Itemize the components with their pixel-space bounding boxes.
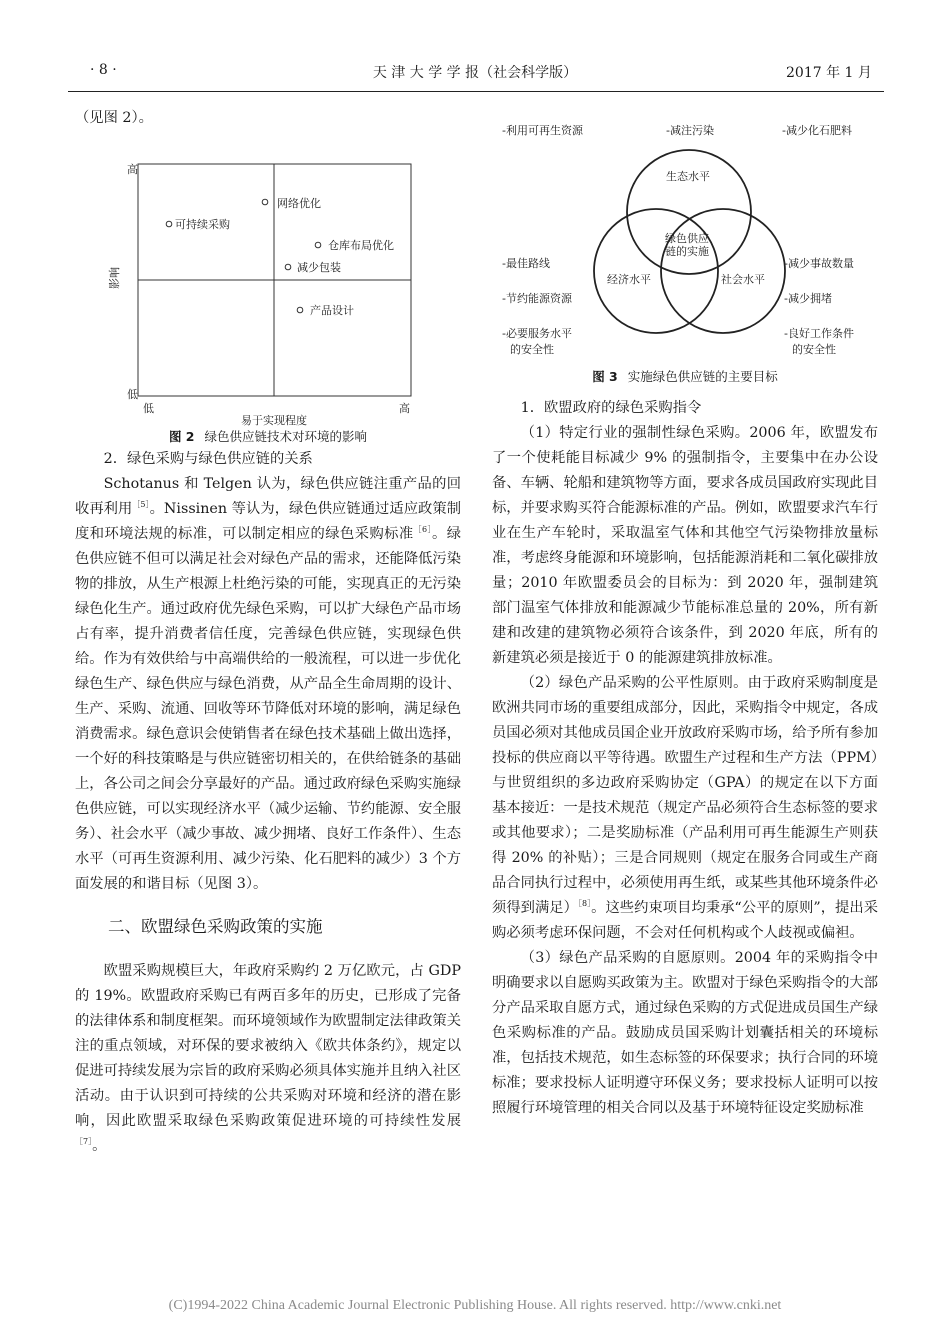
figure-3-number: 图 3 <box>592 369 618 384</box>
circle-economic-label: 经济水平 <box>607 273 651 286</box>
point-product-design <box>297 307 303 313</box>
figure-3-diagram <box>492 114 878 376</box>
figure-2-title: 绿色供应链技术对环境的影响 <box>204 429 368 444</box>
y-axis-label: 影响 <box>108 267 121 289</box>
label-service-level-1: -必要服务水平 <box>502 327 572 340</box>
figure-2 <box>75 131 461 447</box>
point-label-network-optimization: 网络优化 <box>277 197 321 210</box>
intro-line: （见图 2）。 <box>75 110 153 126</box>
right-column <box>492 114 878 1121</box>
point-label-sustainable-procurement: 可持续采购 <box>175 218 230 231</box>
right-paragraph-3: （3）绿色产品采购的自愿原则。2004 年的采购指令中明确要求以自愿购买政策为主。欧盟对于绿色采购指令的大部分产品采取自愿方式，通过绿色采购的方式促进成员国生产绿色采购标准的产品。鼓励成员国采购计划囊括相关的环境标准，包括技术规范，如生态标签的环保要求；执行合同的环境标准；要求投标人证明遵守环保义务；要求投标人证明可以按照履行环境管理的相关合同以及基于环境特征设定奖励标准 <box>492 950 879 1116</box>
right-paragraph-2a: （2）绿色产品采购的公平性原则。由于政府采购制度是欧洲共同市场的重要组成部分，因此，采购指令中规定，各成员国必须对其他成员国企业开放政府采购市场，给予所有参加投标的供应商以平等待遇。欧盟生产过程和生产方法（PPM）与世贸组织的多边政府采购协定（GPA）的规定在以下方面基本接近：一是技术规范（规定产品必须符合生态标签的要求或其他要求）；二是奖励标准（产品利用可再生能源生产则获得 20% 的补贴）；三是合同规则（规定在服务合同或生产商品合同执行过程中，必须使用再生纸，或某些其他环境条件必须得到满足） <box>492 675 879 916</box>
label-working-conditions-2: 的安全性 <box>792 343 836 356</box>
citation-8: ［8］ <box>577 899 592 909</box>
point-sustainable-procurement <box>166 221 172 227</box>
point-label-reduce-packaging: 减少包装 <box>297 261 341 274</box>
y-high-label: 高 <box>127 163 138 176</box>
figure-3-title: 实施绿色供应链的主要目标 <box>627 369 778 384</box>
issue-date: 2017 年 1 月 <box>786 65 872 81</box>
header-rule <box>68 91 884 92</box>
circle-social-label: 社会水平 <box>721 273 765 286</box>
label-reduce-pollution: -减注污染 <box>666 124 714 137</box>
point-reduce-packaging <box>285 264 291 270</box>
citation-5: ［5］ <box>132 500 150 510</box>
left-paragraph-1b: 。Nissinen 等认为，绿色供应链通过适应政策制度和环境法规的标准，可以制定相应的绿色采购标准 <box>75 501 462 542</box>
left-paragraph-1a: Schotanus 和 Telgen 认为，绿色供应链注重产品的回收再利用 <box>75 476 461 517</box>
left-heading-2: 2．绿色采购与绿色供应链的关系 <box>103 451 313 467</box>
center-label-line2: 链的实施 <box>665 245 709 258</box>
right-paragraph-1: （1）特定行业的强制性绿色采购。2006 年，欧盟发布了一个使耗能目标减少 9% 的强制指令，主要集中在办公设备、车辆、轮船和建筑物等方面，要求各成员国政府实现此目标，并要求购买符合能源标准的产品。例如，欧盟要求汽车行业在生产车轮时，采取温室气体和其他空气污染物排放量标准，考虑终身能源和环境影响，包括能源消耗和二氧化碳排放量；2010 年欧盟委员会的目标为：到 2020 年，强制建筑部门温室气体排放和能源减少节能标准总量的 20%，所有新建和改建的建筑物必须符合该条件，到 2020 年底，所有的新建筑必须是接近于 0 的能源建筑排放标准。 <box>492 425 879 666</box>
label-service-level-2: 的安全性 <box>510 343 554 356</box>
section-title: 二、欧盟绿色采购政策的实施 <box>108 917 323 936</box>
circle-ecological-label: 生态水平 <box>666 170 710 183</box>
center-label-line1: 绿色供应 <box>665 232 709 245</box>
label-save-energy: -节约能源资源 <box>502 292 572 305</box>
right-paragraph-2b: 。这些约束项目均秉承“公平的原则”，提出采购必须考虑环保问题，不会对任何机构或个人歧视或偏袒。 <box>492 900 879 941</box>
label-reduce-accidents: -减少事故数量 <box>784 257 854 270</box>
label-best-route: -最佳路线 <box>502 257 550 270</box>
circle-economic <box>594 209 718 333</box>
y-low-label: 低 <box>127 388 138 401</box>
citation-6: ［6］ <box>413 525 432 535</box>
figure-2-chart <box>75 131 461 427</box>
copyright-footer: (C)1994-2022 China Academic Journal Electronic Publishing House. All rights reserved. http://www.cnki.net <box>168 1298 782 1313</box>
label-renewable-resources: -利用可再生资源 <box>502 124 583 137</box>
point-label-warehouse-layout: 仓库布局优化 <box>328 239 394 252</box>
figure-2-caption <box>75 429 461 445</box>
label-working-conditions-1: -良好工作条件 <box>784 327 854 340</box>
left-paragraph-2 <box>75 959 461 1159</box>
figure-2-number: 图 2 <box>168 429 195 444</box>
page-number: · 8 · <box>90 62 117 78</box>
right-heading-1: 1．欧盟政府的绿色采购指令 <box>520 400 702 416</box>
journal-title: 天 津 大 学 学 报（社会科学版） <box>372 65 578 81</box>
label-reduce-congestion: -减少拥堵 <box>784 292 832 305</box>
point-label-product-design: 产品设计 <box>310 304 354 317</box>
left-paragraph-2b: 。 <box>92 1138 107 1154</box>
figure-3-caption <box>492 369 878 385</box>
point-warehouse-layout <box>315 242 321 248</box>
figure-3 <box>492 114 878 396</box>
left-paragraph-1c: 。绿色供应链不但可以满足社会对绿色产品的需求，还能降低污染物的排放，从生产根源上杜绝污染的可能，实现真正的无污染绿色化生产。通过政府优先绿色采购，可以扩大绿色产品市场占有率，提升消费者信任度，完善绿色供应链，实现绿色供给。作为有效供给与中高端供给的一般流程，可以进一步优化绿色生产、绿色供应与绿色消费，从产品全生命周期的设计、生产、采购、流通、回收等环节降低对环境的影响，满足绿色消费需求。绿色意识会使销售者在绿色技术基础上做出选择，一个好的科技策略是与供应链密切相关的，在供给链条的基础上，各公司之间会分享最好的产品。通过政府绿色采购实施绿色供应链，可以实现经济水平（减少运输、节约能源、安全服务）、社会水平（减少事故、减少拥堵、良好工作条件）、生态水平（可再生资源利用、减少污染、化石肥料的减少）3 个方面发展的和谐目标（见图 3）。 <box>75 526 462 892</box>
left-paragraph-2a: 欧盟采购规模巨大，年政府采购约 2 万亿欧元，占 GDP 的 19%。欧盟政府采购已有两百多年的历史，已形成了完备的法律体系和制度框架。而环境领域作为欧盟制定法律政策关注的重点领域，对环保的要求被纳入《欧共体条约》，规定以促进可持续发展为宗旨的政府采购必须具体实施并且纳入社区活动。由于认识到可持续的公共采购对环境和经济的潜在影响，因此欧盟采取绿色采购政策促进环境的可持续性发展 <box>75 963 462 1129</box>
circle-social <box>661 209 785 333</box>
left-paragraph-1 <box>75 472 461 897</box>
citation-7: ［7］ <box>75 1137 93 1147</box>
x-high-label: 高 <box>399 402 410 415</box>
left-column <box>75 106 461 1159</box>
x-low-label: 低 <box>143 402 154 415</box>
right-paragraph-2 <box>492 671 878 946</box>
label-reduce-fossil-fertilizer: -减少化石肥料 <box>782 124 852 137</box>
point-network-optimization <box>262 199 268 205</box>
x-axis-label: 易于实现程度 <box>241 414 307 427</box>
